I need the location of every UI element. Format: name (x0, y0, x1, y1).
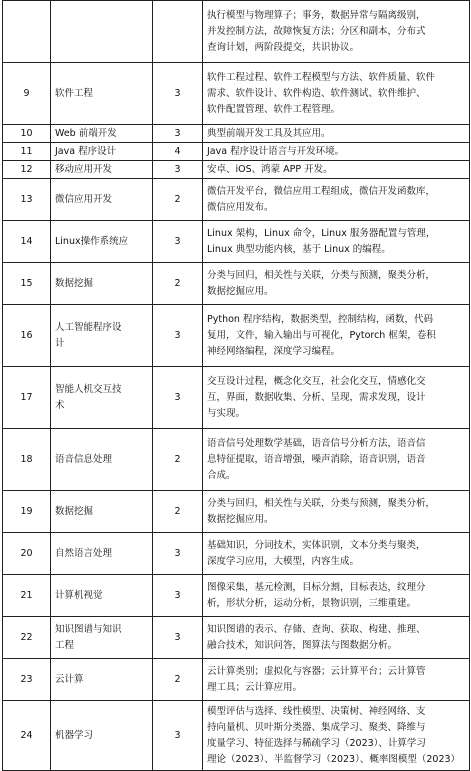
table-row (3, 161, 470, 179)
course-number: 9 (23, 87, 30, 99)
course-credit-cell (153, 305, 203, 367)
course-name-cell (51, 63, 153, 125)
course-number: 19 (20, 505, 33, 517)
course-number: 20 (20, 547, 33, 559)
course-credit: 4 (174, 145, 181, 157)
course-number-cell (3, 491, 51, 533)
course-name: Java 程序设计 (55, 145, 117, 157)
course-content: 图像采集，基元检测，目标分割，目标表达，纹理分 析，形状分析，运动分析，景物识别，三维重建。 (207, 581, 426, 609)
course-credit: 3 (174, 631, 181, 643)
course-content: 软件工程过程、软件工程模型与方法、软件质量、软件 需求、软件设计、软件构造、软件测试、软件维护、 软件配置管理、软件工程管理。 (207, 71, 436, 115)
course-name: 知识图谱与知识 工程 (55, 623, 122, 651)
course-number-cell (3, 659, 51, 701)
course-credit: 2 (174, 277, 181, 289)
course-number-cell (3, 263, 51, 305)
course-name-cell (51, 305, 153, 367)
course-content: 语音信号处理数学基础，语音信号分析方法，语音信 息特征提取，语音增强，噪声消除，语音识别，语音 合成。 (207, 437, 426, 481)
course-name: 计算机视觉 (55, 589, 103, 601)
course-content: 分类与回归，相关性与关联，分类与预测，聚类分析， 数据挖掘应用。 (207, 269, 436, 297)
course-name-cell (51, 263, 153, 305)
course-name-cell (51, 575, 153, 617)
course-number-cell (3, 575, 51, 617)
course-name: 移动应用开发 (55, 163, 113, 175)
course-credit-cell (153, 533, 203, 575)
course-number-cell (3, 701, 51, 771)
course-name-cell (51, 701, 153, 771)
course-name-cell (51, 617, 153, 659)
table-row (3, 533, 470, 575)
table-row (3, 617, 470, 659)
course-number: 14 (20, 235, 33, 247)
course-content: 典型前端开发工具及其应用。 (207, 127, 331, 139)
course-name-cell (51, 221, 153, 263)
table-row (3, 263, 470, 305)
course-credit-cell (153, 179, 203, 221)
table-row (3, 491, 470, 533)
course-name: 语音信息处理 (55, 453, 113, 465)
course-number-cell (3, 367, 51, 429)
course-content: 云计算类别；虚拟化与容器；云计算平台；云计算管 理工具；云计算应用。 (207, 665, 426, 693)
course-content: 分类与回归，相关性与关联，分类与预测，聚类分析， 数据挖掘应用。 (207, 497, 436, 525)
course-content: 知识图谱的表示、存储、查询、获取、构建、推理、 融合技术，知识问答，图算法与图数据分析。 (207, 623, 426, 651)
course-number: 24 (20, 729, 33, 741)
course-name: 数据挖掘 (55, 505, 94, 517)
course-credit: 3 (174, 163, 181, 175)
course-credit-cell (153, 143, 203, 161)
course-credit-cell (153, 63, 203, 125)
course-content-cell (203, 659, 470, 701)
course-content: 执行模型与物理算子；事务，数据异常与隔离级别， 并发控制方法，故障恢复方法；分区和副本，分布式 查询计划，两阶段提交，共识协议。 (207, 9, 426, 53)
course-number: 11 (20, 145, 33, 157)
course-number: 21 (20, 589, 33, 601)
course-content-cell (203, 617, 470, 659)
course-content: 交互设计过程，概念化交互，社会化交互，情感化交 互，界面，数据收集、分析、呈现，需求发现，设计 与实现。 (207, 375, 426, 419)
course-name-cell (51, 429, 153, 491)
course-name: 自然语言处理 (55, 547, 113, 559)
course-content-cell (203, 63, 470, 125)
course-credit: 3 (174, 235, 181, 247)
course-credit-cell (153, 429, 203, 491)
course-table-body (3, 1, 470, 771)
course-content: Linux 架构，Linux 命令，Linux 服务器配置与管理， Linux 典型功能内核，基于 Linux 的编程。 (207, 227, 436, 255)
course-number-cell (3, 429, 51, 491)
course-credit: 3 (174, 87, 181, 99)
course-number: 16 (20, 329, 33, 341)
course-content: 微信开发平台，微信应用工程组成，微信开发函数库， 微信应用发布。 (207, 185, 436, 213)
course-number: 13 (20, 193, 33, 205)
course-credit: 2 (174, 673, 181, 685)
course-content-cell (203, 161, 470, 179)
course-name-cell (51, 367, 153, 429)
course-name-cell (51, 143, 153, 161)
course-content-cell (203, 533, 470, 575)
course-content: 模型评估与选择、线性模型、决策树、神经网络、支 持向量机、贝叶斯分类器、集成学习、聚类、降维与 度量学习、特征选择与稀疏学习（2023）、计算学习 理论（2023）、半监督学习（2023）、概率图模型（2023） (207, 705, 461, 765)
course-number: 18 (20, 453, 33, 465)
course-credit-cell (153, 491, 203, 533)
course-credit-cell (153, 263, 203, 305)
course-number-cell (3, 161, 51, 179)
course-name: 机器学习 (55, 729, 94, 741)
course-credit: 2 (174, 193, 181, 205)
course-number-cell (3, 305, 51, 367)
course-credit-cell (153, 367, 203, 429)
table-row (3, 179, 470, 221)
course-credit: 3 (174, 729, 181, 741)
course-name-cell (51, 161, 153, 179)
course-credit-cell (153, 161, 203, 179)
course-content: 安卓、iOS、鸿蒙 APP 开发。 (207, 163, 333, 175)
course-content-cell (203, 701, 470, 771)
course-credit-cell (153, 701, 203, 771)
course-number: 15 (20, 277, 33, 289)
course-credit: 3 (174, 127, 181, 139)
table-row (3, 125, 470, 143)
course-content-cell (203, 491, 470, 533)
table-row (3, 429, 470, 491)
course-number-cell (3, 533, 51, 575)
course-content-cell (203, 367, 470, 429)
course-number-cell (3, 221, 51, 263)
course-content-cell (203, 143, 470, 161)
table-row (3, 659, 470, 701)
course-number: 23 (20, 673, 33, 685)
course-name: Linux操作系统应 (55, 235, 129, 247)
course-name: 智能人机交互技 术 (55, 383, 122, 411)
course-content: 基础知识，分词技术，实体识别，文本分类与聚类， 深度学习应用，大模型，内容生成。 (207, 539, 426, 567)
course-content-cell (203, 575, 470, 617)
course-credit-cell (153, 617, 203, 659)
course-content-cell (203, 429, 470, 491)
course-number-cell (3, 179, 51, 221)
course-content-cell (203, 221, 470, 263)
course-credit: 3 (174, 329, 181, 341)
course-name-cell (51, 533, 153, 575)
course-credit: 3 (174, 589, 181, 601)
course-name: Web 前端开发 (55, 127, 117, 139)
course-name-cell (51, 1, 153, 63)
course-number-cell (3, 1, 51, 63)
course-content: Python 程序结构，数据类型，控制结构，函数，代码 复用，文件，输入输出与可视化，Pytorch 框架，卷积 神经网络编程，深度学习编程。 (207, 313, 436, 357)
course-name: 数据挖掘 (55, 277, 94, 289)
course-content-cell (203, 263, 470, 305)
course-name-cell (51, 125, 153, 143)
table-row (3, 143, 470, 161)
course-number-cell (3, 143, 51, 161)
table-row (3, 1, 470, 63)
course-credit: 2 (174, 505, 181, 517)
table-row (3, 305, 470, 367)
course-credit-cell (153, 1, 203, 63)
table-row (3, 701, 470, 771)
course-credit: 3 (174, 391, 181, 403)
course-content-cell (203, 305, 470, 367)
course-number-cell (3, 617, 51, 659)
course-number: 22 (20, 631, 33, 643)
course-table (2, 0, 470, 771)
table-row (3, 63, 470, 125)
course-name: 软件工程 (55, 87, 94, 99)
course-content-cell (203, 179, 470, 221)
course-content-cell (203, 125, 470, 143)
course-credit: 2 (174, 453, 181, 465)
course-credit-cell (153, 575, 203, 617)
course-number: 17 (20, 391, 33, 403)
course-number: 10 (20, 127, 33, 139)
course-credit-cell (153, 125, 203, 143)
course-name: 云计算 (55, 673, 84, 685)
course-number-cell (3, 63, 51, 125)
table-row (3, 575, 470, 617)
course-content: Java 程序设计语言与开发环境。 (207, 145, 345, 157)
course-content-cell (203, 1, 470, 63)
course-name-cell (51, 491, 153, 533)
course-name-cell (51, 659, 153, 701)
course-name-cell (51, 179, 153, 221)
course-number: 12 (20, 163, 33, 175)
table-row (3, 367, 470, 429)
course-number-cell (3, 125, 51, 143)
course-name: 人工智能程序设 计 (55, 321, 122, 349)
table-row (3, 221, 470, 263)
course-credit: 3 (174, 547, 181, 559)
course-name: 微信应用开发 (55, 193, 113, 205)
course-credit-cell (153, 659, 203, 701)
course-credit-cell (153, 221, 203, 263)
